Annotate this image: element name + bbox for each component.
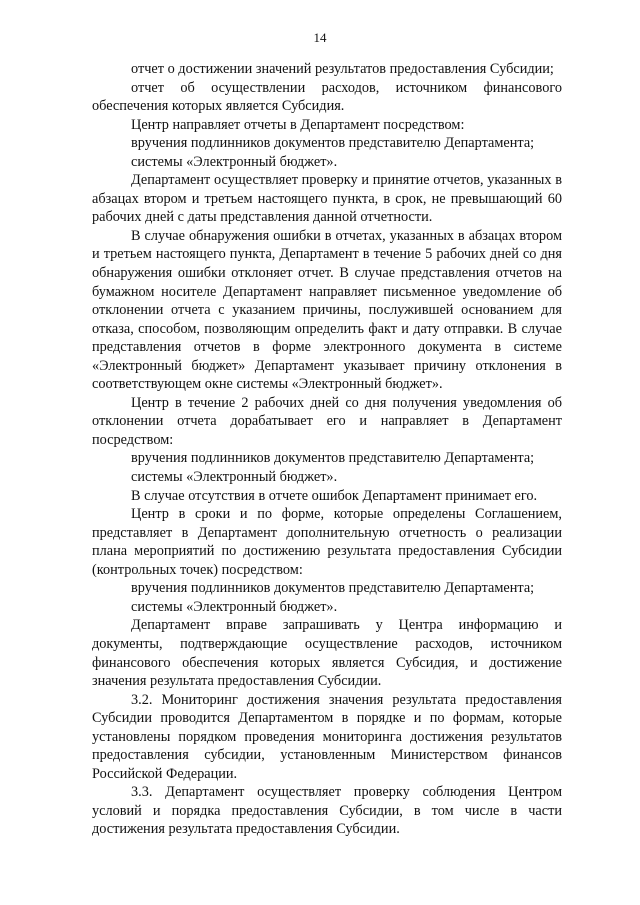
paragraph-delivery-originals: вручения подлинников документов представителю Департамента; — [131, 135, 535, 152]
paragraph-delivery-originals-3: вручения подлинников документов представителю Департамента; — [131, 580, 535, 597]
page-number: 14 — [313, 30, 327, 45]
paragraph-error-detection: В случае обнаружения ошибки в отчетах, указанных в абзацах втором и третьем настоящего пункта, Департамент в течение 5 рабочих дней со дня обнаружения ошибки отклоняет отчет. В случае представления отчетов на бумажном носителе Департамент направляет письменное уведомление об отклонении отчета с указанием причины, послужившей основанием для отказа, способом, позволяющим определить факт и дату отправки. В случае представления отчетов в форме электронного документа в системе «Электронный бюджет» Департамент указывает причину отклонения в соответствующем окне системы «Электронный бюджет». — [92, 227, 562, 393]
paragraph-report-achievement: отчет о достижении значений результатов предоставления Субсидии; — [131, 61, 554, 77]
paragraph-additional-reporting: Центр в сроки и по форме, которые определены Соглашением, представляет в Департамент дополнительную отчетность о реализации плана мероприятий по достижению результата предоставления Субсидии (контрольных точек) посредством: — [92, 506, 562, 578]
paragraph-report-expenses: отчет об осуществлении расходов, источником финансового обеспечения которых является Субсидия. — [92, 79, 562, 115]
paragraph-section-3-2: 3.2. Мониторинг достижения значения результата предоставления Субсидии проводится Департаментом в порядке и по формам, которые установлены порядком проведения мониторинга достижения результатов предоставления субсидии, установленным Министерством финансов Российской Федерации. — [92, 691, 562, 782]
paragraph-electronic-budget-3: системы «Электронный бюджет». — [131, 598, 338, 615]
paragraph-electronic-budget-2: системы «Электронный бюджет». — [131, 469, 338, 486]
paragraph-department-checks: Департамент осуществляет проверку и принятие отчетов, указанных в абзацах втором и третьем настоящего пункта, в срок, не превышающий 60 рабочих дней с даты представления данной отчетности. — [92, 172, 562, 226]
paragraph-center-sends-reports: Центр направляет отчеты в Департамент посредством: — [131, 116, 465, 133]
document-body — [92, 60, 562, 839]
paragraph-delivery-originals-2: вручения подлинников документов представителю Департамента; — [131, 450, 535, 467]
paragraph-section-3-3: 3.3. Департамент осуществляет проверку соблюдения Центром условий и порядка предоставления Субсидии, в том числе в части достижения результата предоставления Субсидии. — [92, 784, 562, 838]
paragraph-no-errors: В случае отсутствия в отчете ошибок Департамент принимает его. — [131, 487, 538, 504]
paragraph-electronic-budget: системы «Электронный бюджет». — [131, 153, 338, 170]
paragraph-center-revises: Центр в течение 2 рабочих дней со дня получения уведомления об отклонении отчета дорабатывает его и направляет в Департамент посредством: — [92, 394, 562, 448]
paragraph-department-request: Департамент вправе запрашивать у Центра информацию и документы, подтверждающие осуществление расходов, источником финансового обеспечения которых является Субсидия, и достижение значения результата предоставления Субсидии. — [92, 617, 562, 690]
